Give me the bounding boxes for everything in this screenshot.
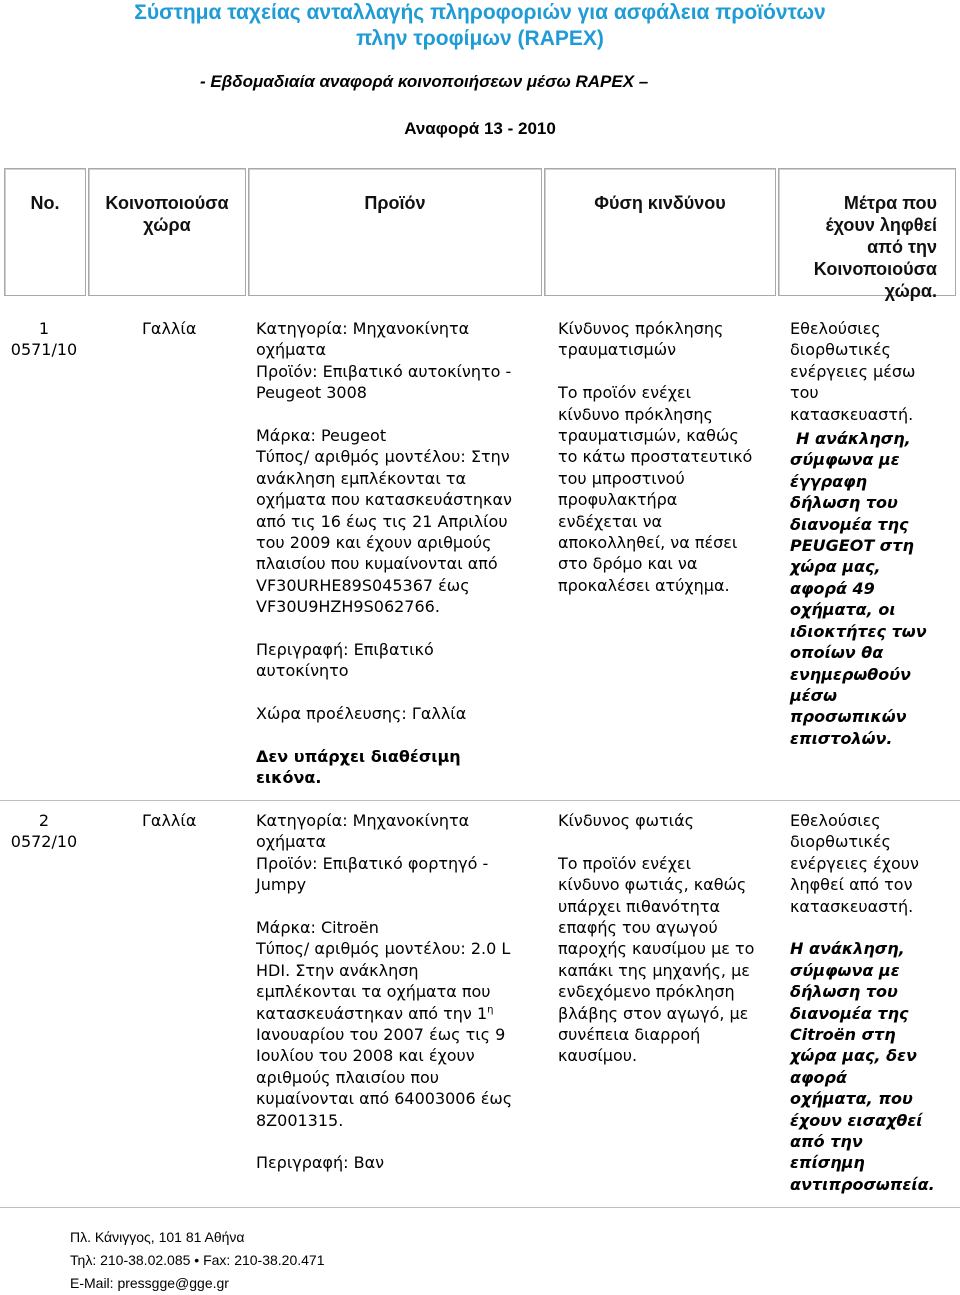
product-line: εμπλέκονται τα οχήματα που xyxy=(256,982,491,1002)
header-cell-risk xyxy=(544,168,776,296)
risk-line: Το προϊόν ενέχει xyxy=(558,383,691,403)
product-text: κατασκευάστηκαν από την 1 xyxy=(256,1003,488,1023)
product-line: από τις 16 έως τις 21 Απριλίου xyxy=(256,511,508,531)
report-number: Αναφορά 13 - 2010 xyxy=(404,119,556,138)
product-line xyxy=(256,404,546,425)
product-line: 8Z001315. xyxy=(256,1110,344,1130)
no-image-notice: εικόνα. xyxy=(256,768,322,788)
header-cell-no xyxy=(4,168,86,296)
measure-note-line: χώρα μας, xyxy=(790,557,881,577)
col-risk-label: Φύση κινδύνου xyxy=(594,193,726,213)
measure-line: ενέργειες έχουν xyxy=(790,853,919,873)
risk-line: κίνδυνο πρόκλησης xyxy=(558,404,713,424)
measure-note-line: δήλωση του xyxy=(790,493,898,513)
row-number-cell xyxy=(0,810,88,853)
measure-note-line: διανομέα της xyxy=(790,1003,909,1023)
row-reference: 0571/10 xyxy=(10,340,78,360)
col-no-label: No. xyxy=(30,193,60,213)
measure-note-line: αφορά xyxy=(790,1067,847,1087)
risk-line: υπάρχει πιθανότητα xyxy=(558,896,721,916)
product-line: Μάρκα: Citroën xyxy=(256,918,379,938)
col-country-label-2: χώρα xyxy=(143,215,191,235)
risk-line: βλάβης στον αγωγό, με xyxy=(558,1003,749,1023)
product-line: πλαισίου που κυμαίνονται από xyxy=(256,554,498,574)
product-line xyxy=(256,682,546,703)
measure-note-line: PEUGEOT στη xyxy=(790,536,914,556)
measure-note-line: ιδιοκτήτες των xyxy=(790,621,927,641)
measure-line: κατασκευαστή. xyxy=(790,896,914,916)
measure-note-line: από την xyxy=(790,1132,863,1152)
weekly-report-subtitle: - Εβδομαδιαία αναφορά κοινοποιήσεων μέσω RAPEX – xyxy=(200,72,649,91)
risk-line: Κίνδυνος πρόκλησης xyxy=(558,319,724,338)
col-measures-label-1: Μέτρα που xyxy=(843,193,937,213)
product-line: Προϊόν: Επιβατικό αυτοκίνητο - xyxy=(256,361,512,381)
product-line: Τύπος/ αριθμός μοντέλου: Στην xyxy=(256,447,510,467)
col-measures-label-5: χώρα. xyxy=(884,281,937,301)
product-line: Χώρα προέλευσης: Γαλλία xyxy=(256,704,467,724)
risk-line xyxy=(558,361,776,382)
measure-note-line: ενημερωθούν xyxy=(790,664,911,684)
measure-note-line: χώρα μας, δεν xyxy=(790,1046,917,1066)
footer-contact xyxy=(70,1226,325,1295)
product-line: HDI. Στην ανάκληση xyxy=(256,960,419,980)
title-line-2: πλην τροφίμων (RAPEX) xyxy=(356,27,604,50)
product-description xyxy=(256,810,546,1174)
product-line: αυτοκίνητο xyxy=(256,661,349,681)
risk-line: αποκολληθεί, να πέσει xyxy=(558,533,738,553)
measure-note-line: έχουν εισαχθεί xyxy=(790,1110,923,1130)
row-number: 1 xyxy=(38,319,50,338)
row-divider xyxy=(0,800,960,801)
measure-note-line: επίσημη xyxy=(790,1153,865,1173)
measure-line: διορθωτικές xyxy=(790,832,891,852)
risk-line: τραυματισμών, καθώς xyxy=(558,426,739,446)
risk-description xyxy=(558,810,776,1067)
product-line xyxy=(256,896,546,917)
risk-line: ενδεχόμενο πρόκληση xyxy=(558,982,735,1002)
col-measures-label-2: έχουν ληφθεί xyxy=(825,215,937,235)
measure-note-line: αντιπροσωπεία. xyxy=(790,1174,935,1194)
footer-address: Πλ. Κάνιγγος, 101 81 Αθήνα xyxy=(70,1229,245,1245)
product-line: Jumpy xyxy=(256,875,307,895)
risk-line: προφυλακτήρα xyxy=(558,490,678,510)
product-line: Κατηγορία: Μηχανοκίνητα xyxy=(256,319,470,338)
measure-line: του xyxy=(790,383,819,403)
product-line: VF30U9HZH9S062766. xyxy=(256,597,440,617)
measure-note-line: προσωπικών xyxy=(790,707,907,727)
risk-line: Κίνδυνος φωτιάς xyxy=(558,811,695,830)
product-line: Ιουλίου του 2008 και έχουν xyxy=(256,1046,475,1066)
risk-line xyxy=(558,831,776,852)
measure-note-line: αφορά 49 xyxy=(790,578,875,598)
ordinal-superscript: η xyxy=(487,1004,494,1016)
notifying-country: Γαλλία xyxy=(142,319,197,338)
risk-line: του μπροστινού xyxy=(558,468,685,488)
risk-line: συνέπεια διαρροή xyxy=(558,1025,701,1045)
product-line: Προϊόν: Επιβατικό φορτηγό - xyxy=(256,853,489,873)
measure-note-line: Η ανάκληση, xyxy=(790,939,905,959)
product-line: κυμαίνονται από 64003006 έως xyxy=(256,1089,513,1109)
header-cell-measures xyxy=(778,168,956,301)
measure-note-line: οχήματα, που xyxy=(790,1089,913,1109)
notifying-country: Γαλλία xyxy=(142,811,197,830)
col-product-label: Προϊόν xyxy=(364,193,426,213)
product-line xyxy=(256,1131,546,1152)
product-line: Μάρκα: Peugeot xyxy=(256,426,387,446)
measure-note-line: σύμφωνα με xyxy=(790,450,900,470)
risk-line: Το προϊόν ενέχει xyxy=(558,853,691,873)
measure-note-line: έγγραφη xyxy=(790,471,868,491)
product-line: Peugeot 3008 xyxy=(256,383,367,403)
risk-line: παροχής καυσίμου με το xyxy=(558,939,755,959)
product-line: οχήματα που κατασκευάστηκαν xyxy=(256,490,512,510)
measure-note-line: επιστολών. xyxy=(790,728,893,748)
product-line: αριθμούς πλαισίου που xyxy=(256,1067,440,1087)
document-title xyxy=(0,0,960,52)
measure-line: Εθελούσιες xyxy=(790,319,881,338)
product-line: ανάκληση εμπλέκονται τα xyxy=(256,468,467,488)
product-line: Περιγραφή: Επιβατικό xyxy=(256,640,434,660)
col-country-label-1: Κοινοποιούσα xyxy=(105,193,229,213)
risk-line: το κάτω προστατευτικό xyxy=(558,447,753,467)
product-line xyxy=(256,725,546,746)
header-cell-country xyxy=(88,168,246,296)
risk-line: καπάκι της μηχανής, με xyxy=(558,960,750,980)
measure-note-line: διανομέα της xyxy=(790,514,909,534)
measure-line: ληφθεί από τον xyxy=(790,875,913,895)
measure-note-line: Citroën στη xyxy=(790,1025,896,1045)
product-line xyxy=(256,1003,546,1024)
measure-line: διορθωτικές xyxy=(790,340,891,360)
risk-line: προκαλέσει ατύχημα. xyxy=(558,575,730,595)
risk-line: ενδέχεται να xyxy=(558,511,663,531)
product-line: VF30URHE89S045367 έως xyxy=(256,575,470,595)
measure-note-line: μέσω xyxy=(790,685,838,705)
risk-line: επαφής του αγωγού xyxy=(558,918,718,938)
measures-description xyxy=(790,318,960,749)
product-line xyxy=(256,618,546,639)
row-number-cell xyxy=(0,318,88,361)
measure-line xyxy=(790,917,960,938)
title-line-1: Σύστημα ταχείας ανταλλαγής πληροφοριών για ασφάλεια προϊόντων xyxy=(134,1,826,24)
table-bottom-border xyxy=(0,1207,960,1208)
product-line: του 2009 και έχουν αριθμούς xyxy=(256,533,492,553)
product-line: Κατηγορία: Μηχανοκίνητα xyxy=(256,811,470,830)
product-line: Τύπος/ αριθμός μοντέλου: 2.0 L xyxy=(256,939,511,959)
measure-note-line: δήλωση του xyxy=(790,982,898,1002)
risk-line: τραυματισμών xyxy=(558,340,677,360)
measures-description xyxy=(790,810,960,1195)
product-line: Ιανουαρίου του 2007 έως τις 9 xyxy=(256,1025,506,1045)
measure-note-line: οποίων θα xyxy=(790,643,884,663)
product-description xyxy=(256,318,546,789)
risk-line: στο δρόμο και να xyxy=(558,554,698,574)
product-line: οχήματα xyxy=(256,832,327,852)
col-measures-label-4: Κοινοποιούσα xyxy=(813,259,937,279)
measure-note-line: σύμφωνα με xyxy=(790,960,900,980)
header-cell-product xyxy=(248,168,542,296)
measure-line: Εθελούσιες xyxy=(790,811,881,830)
measure-note-line: Η ανάκληση, xyxy=(796,429,911,449)
risk-description xyxy=(558,318,776,596)
row-number: 2 xyxy=(38,811,50,830)
no-image-notice: Δεν υπάρχει διαθέσιμη xyxy=(256,747,461,767)
measure-note-line: οχήματα, οι xyxy=(790,600,896,620)
footer-email: E-Mail: pressgge@gge.gr xyxy=(70,1275,229,1291)
product-line: οχήματα xyxy=(256,340,327,360)
measure-line: κατασκευαστή. xyxy=(790,404,914,424)
col-measures-label-3: από την xyxy=(867,237,937,257)
row-reference: 0572/10 xyxy=(10,832,78,852)
footer-phone-fax: Τηλ: 210-38.02.085 • Fax: 210-38.20.471 xyxy=(70,1252,325,1268)
measure-line: ενέργειες μέσω xyxy=(790,361,916,381)
product-line: Περιγραφή: Βαν xyxy=(256,1153,385,1173)
risk-line: καυσίμου. xyxy=(558,1046,638,1066)
risk-line: κίνδυνο φωτιάς, καθώς xyxy=(558,875,747,895)
